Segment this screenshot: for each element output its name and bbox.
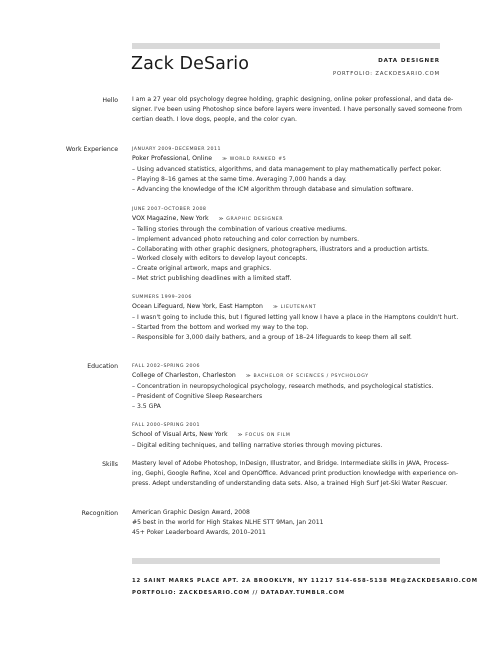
school-name: School of Visual Arts, New York (132, 431, 228, 438)
job-dates: JUNE 2007–OCTOBER 2008 (132, 207, 207, 212)
job-role-tag: ≫ GRAPHIC DESIGNER (218, 217, 284, 222)
job-bullet: – Responsible for 3,000 daily bathers, and a group of 18–24 lifeguards to keep them all self. (132, 333, 412, 341)
skills-line: Mastery level of Adobe Photoshop, InDesign, Illustrator, and Bridge. Intermediate skills in JAVA, Process- (132, 460, 449, 467)
hello-line: certian death. I love dogs, people, and the color cyan. (132, 116, 297, 124)
school-entry-charleston (132, 362, 444, 411)
hello-line: I am a 27 year old psychology degree holding, graphic designing, online poker professional, and data de- (132, 96, 454, 103)
skills-line: ing, Gephi, Google Refine, Xcel and OpenOffice. Advanced print production knowledge with experience on- (132, 470, 459, 478)
skills-line: press. Adept understanding of understanding data sets. Also, a trained High Surf Jet-Ski Water Rescuer. (132, 480, 448, 488)
skills-section (132, 459, 459, 490)
job-organization: Poker Professional, Online (132, 155, 213, 162)
section-label-hello: Hello (102, 97, 118, 104)
job-organization: VOX Magazine, New York (132, 215, 209, 222)
school-dates: FALL 2002–SPRING 2006 (132, 364, 200, 369)
job-bullet: – Worked closely with editors to develop layout concepts. (132, 255, 308, 263)
job-bullet: – Playing 8–16 games at the same time. Averaging 7,000 hands a day. (132, 175, 347, 183)
school-bullet: – 3.5 GPA (132, 402, 161, 410)
resume-name: Zack DeSario (131, 54, 250, 74)
portfolio-link-top[interactable]: PORTFOLIO: ZACKDESARIO.COM (333, 71, 440, 77)
hello-line: signer. I've been using Photoshop since before layers were invented. I have personally saved someone from (132, 106, 462, 114)
job-role-tag: ≫ WORLD RANKED #5 (222, 157, 287, 162)
job-entry-poker (132, 145, 444, 194)
job-dates: SUMMERS 1999–2006 (132, 295, 192, 300)
recognition-line: 45+ Poker Leaderboard Awards, 2010–2011 (132, 529, 266, 537)
job-entry-lifeguard (132, 293, 459, 342)
job-heading (132, 154, 444, 165)
school-name: College of Charleston, Charleston (132, 372, 236, 379)
job-bullet: – Collaborating with other graphic designers, photographers, illustrators and a production artists. (132, 245, 429, 253)
school-dates: FALL 2000–SPRING 2001 (132, 423, 200, 428)
footer-contact-line: 12 SAINT MARKS PLACE APT. 2A BROOKLYN, NY 11217 514-658-5138 ME@ZACKDESARIO.COM (132, 578, 478, 584)
school-bullet: – Digital editing techniques, and telling narrative stories through moving pictures. (132, 442, 383, 449)
degree-tag: ≫ BACHELOR OF SCIENCES / PSYCHOLOGY (245, 374, 369, 379)
job-heading (132, 214, 444, 225)
job-bullet: – Advancing the knowledge of the ICM algorithm through database and simulation software. (132, 185, 414, 193)
section-label-skills: Skills (102, 461, 118, 468)
job-bullet: – Implement advanced photo retouching and color correction by numbers. (132, 235, 360, 243)
recognition-line: American Graphic Design Award, 2008 (132, 509, 250, 516)
school-bullet: – President of Cognitive Sleep Researchers (132, 392, 263, 400)
job-title: DATA DESIGNER (378, 58, 440, 64)
job-heading (132, 302, 444, 313)
degree-tag: ≫ FOCUS ON FILM (237, 433, 291, 438)
section-label-education: Education (87, 363, 118, 370)
job-bullet: – Started from the bottom and worked my way to the top. (132, 323, 309, 331)
school-heading (132, 430, 444, 441)
job-entry-vox (132, 205, 444, 284)
school-entry-sva (132, 421, 444, 451)
recognition-line: #5 best in the world for High Stakes NLHE STT 9Man, Jan 2011 (132, 519, 324, 527)
job-bullet: – Using advanced statistics, algorithms, and data management to play mathematically perfect poker. (132, 166, 442, 173)
job-organization: Ocean Lifeguard, New York, East Hampton (132, 303, 263, 310)
school-heading (132, 371, 444, 382)
job-bullet: – I wasn't going to include this, but I figured letting yall know I have a place in the Hamptons couldn't hurt. (132, 314, 459, 321)
hello-section (132, 95, 462, 126)
recognition-section (132, 508, 444, 539)
job-bullet: – Create original artwork, maps and graphics. (132, 265, 272, 273)
section-label-recognition: Recognition (81, 510, 118, 517)
job-dates: JANUARY 2009–DECEMBER 2011 (132, 147, 221, 152)
job-bullet: – Met strict publishing deadlines with a limited staff. (132, 274, 292, 282)
job-role-tag: ≫ LIEUTENANT (272, 305, 317, 310)
bottom-divider-bar (132, 558, 440, 564)
job-bullet: – Telling stories through the combination of various creative mediums. (132, 226, 347, 233)
section-label-work-experience: Work Experience (65, 146, 118, 153)
top-divider-bar (132, 43, 440, 49)
school-bullet: – Concentration in neuropsychological psychology, research methods, and psychological statistics. (132, 383, 434, 390)
footer-links-line: PORTFOLIO: ZACKDESARIO.COM // DATADAY.TUMBLR.COM (132, 590, 345, 596)
